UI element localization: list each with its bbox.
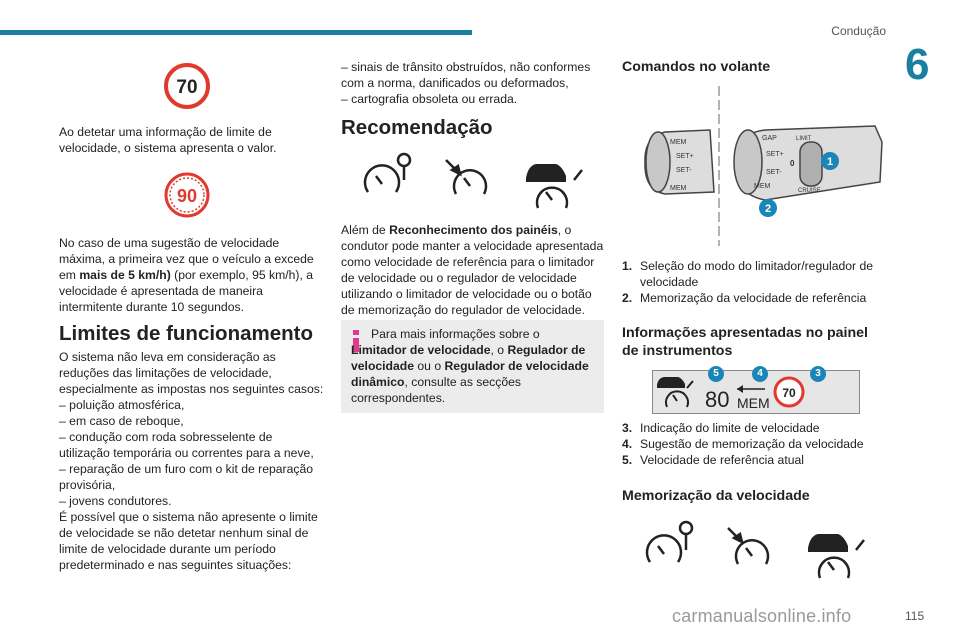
recommendation-icons xyxy=(362,150,592,212)
list-number: 3. xyxy=(622,421,633,435)
paragraph-suggestion xyxy=(59,235,321,315)
list-text: Memorização da velocidade de referência xyxy=(640,291,867,305)
limits-outro: É possível que o sistema não apresente o limite de velocidade se não detetar nenhum sinal de limite de velocidade durante um período predeterminado e nas seguintes situações: xyxy=(59,510,318,572)
section-title: Condução xyxy=(831,24,886,38)
heading-recommendation: Recomendação xyxy=(341,116,493,139)
stalk-label: CRUISE xyxy=(798,188,821,194)
limits-item: – jovens condutores. xyxy=(59,494,172,508)
info-text xyxy=(351,326,596,406)
para2-text-c: (por exemplo, 95 km/h), a velocidade é apresentada de maneira intermitente durante 10 segundos. xyxy=(59,268,314,314)
cruise-car-icon xyxy=(657,377,693,407)
speedometer-set-icon xyxy=(446,160,486,194)
steering-stalks-illustration xyxy=(640,82,890,250)
stalk-label: LIMIT xyxy=(796,136,812,142)
limits-item: – poluição atmosférica, xyxy=(59,398,185,412)
list-number: 5. xyxy=(622,453,633,467)
info-text-a: Para mais informações sobre o xyxy=(371,327,540,341)
reco-text-bold: Reconhecimento dos painéis xyxy=(389,223,558,237)
limits-item: – condução com roda sobresselente de utilização temporária ou correntes para a neve, xyxy=(59,430,314,460)
heading-panel: Informações apresentadas no painel de instrumentos xyxy=(622,325,868,359)
memorization-icons xyxy=(644,518,874,580)
stalk-label: GAP xyxy=(762,135,777,142)
speedometer-limit-icon xyxy=(647,522,692,562)
callout-3: 3 xyxy=(810,366,826,382)
list-item xyxy=(622,290,884,306)
list-item xyxy=(622,258,884,290)
list-item xyxy=(622,452,884,468)
stalk-label: SET- xyxy=(676,167,692,174)
cont-item: – cartografia obsoleta ou errada. xyxy=(341,92,518,106)
stalk-label: SET+ xyxy=(676,153,694,160)
controls-list xyxy=(622,258,884,306)
paragraph-recommendation xyxy=(341,222,605,318)
list-text: Velocidade de referência atual xyxy=(640,453,804,467)
list-number: 2. xyxy=(622,291,633,305)
panel-mem: MEM xyxy=(737,395,770,411)
continued-list xyxy=(341,59,603,107)
stalk-label: MEM xyxy=(670,185,687,192)
cont-item: – sinais de trânsito obstruídos, não conformes com a norma, danificados ou deformados, xyxy=(341,60,591,90)
para2-text-a: No caso de uma sugestão de velocidade máxima, a primeira vez que o veículo a excede em xyxy=(59,236,314,282)
watermark: carmanualsonline.info xyxy=(672,606,852,626)
speed-sign-70 xyxy=(163,62,211,110)
heading-memorization: Memorização da velocidade xyxy=(622,488,810,504)
reco-text-a: Além de xyxy=(341,223,390,237)
info-text-c: , o xyxy=(490,343,508,357)
info-text-bold-1: Limitador de velocidade xyxy=(351,343,491,357)
panel-list xyxy=(622,420,884,468)
info-text-e: ou o xyxy=(414,359,445,373)
callout-2: 2 xyxy=(764,203,772,215)
para2-text-bold: mais de 5 km/h) xyxy=(79,268,171,282)
list-text: Indicação do limite de velocidade xyxy=(640,421,820,435)
limits-item: – reparação de um furo com o kit de reparação provisória, xyxy=(59,462,314,492)
sign-90-text: 90 xyxy=(176,186,198,206)
limits-item: – em caso de reboque, xyxy=(59,414,184,428)
info-text-bold-2: Regulador de velocidade xyxy=(351,343,586,373)
speed-sign-90 xyxy=(163,171,211,219)
stalk-label: 0 xyxy=(790,159,795,168)
sign-70-text: 70 xyxy=(176,77,198,98)
speedometer-cruise-icon xyxy=(526,164,582,208)
speedometer-limit-icon xyxy=(365,154,410,192)
callout-5: 5 xyxy=(708,366,724,382)
heading-controls: Comandos no volante xyxy=(622,59,771,75)
list-text: Seleção do modo do limitador/regulador de velocidade xyxy=(640,259,874,289)
callout-4: 4 xyxy=(752,366,768,382)
info-box xyxy=(341,320,604,413)
stalk-label: MEM xyxy=(670,139,687,146)
stalk-label: SET+ xyxy=(766,151,784,158)
page-number: 115 xyxy=(905,609,925,623)
callout-1: 1 xyxy=(826,156,834,168)
reco-text-c: , o condutor pode manter a velocidade apresentada como velocidade de referência para o limitador de velocidade ou o regulador de velocidade utilizando o limitador de velocidade ou o botão de memorização do regulador de velocidade. xyxy=(341,223,604,317)
chapter-number: 6 xyxy=(905,40,930,89)
panel-speed: 80 xyxy=(705,387,730,412)
info-text-bold-3: Regulador de velocidade dinâmico xyxy=(351,359,589,389)
info-text-g: , consulte as secções correspondentes. xyxy=(351,375,522,405)
list-item xyxy=(622,436,884,452)
header-bar xyxy=(0,30,472,35)
stalk-label: MEM xyxy=(754,183,771,190)
list-number: 4. xyxy=(622,437,633,451)
speedometer-cruise-icon xyxy=(808,534,864,578)
paragraph-limit-info: Ao detetar uma informação de limite de velocidade, o sistema apresenta o valor. xyxy=(59,125,277,155)
limits-section xyxy=(59,349,325,573)
list-text: Sugestão de memorização da velocidade xyxy=(640,437,864,451)
panel-sign-value: 70 xyxy=(782,386,796,400)
speedometer-set-icon xyxy=(728,528,768,564)
list-number: 1. xyxy=(622,259,633,273)
stalk-label: SET- xyxy=(766,169,782,176)
list-item xyxy=(622,420,884,436)
limits-intro: O sistema não leva em consideração as reduções das limitações de velocidade, especialmente as impostas nos seguintes casos: xyxy=(59,350,324,396)
heading-limits: Limites de funcionamento xyxy=(59,322,313,345)
